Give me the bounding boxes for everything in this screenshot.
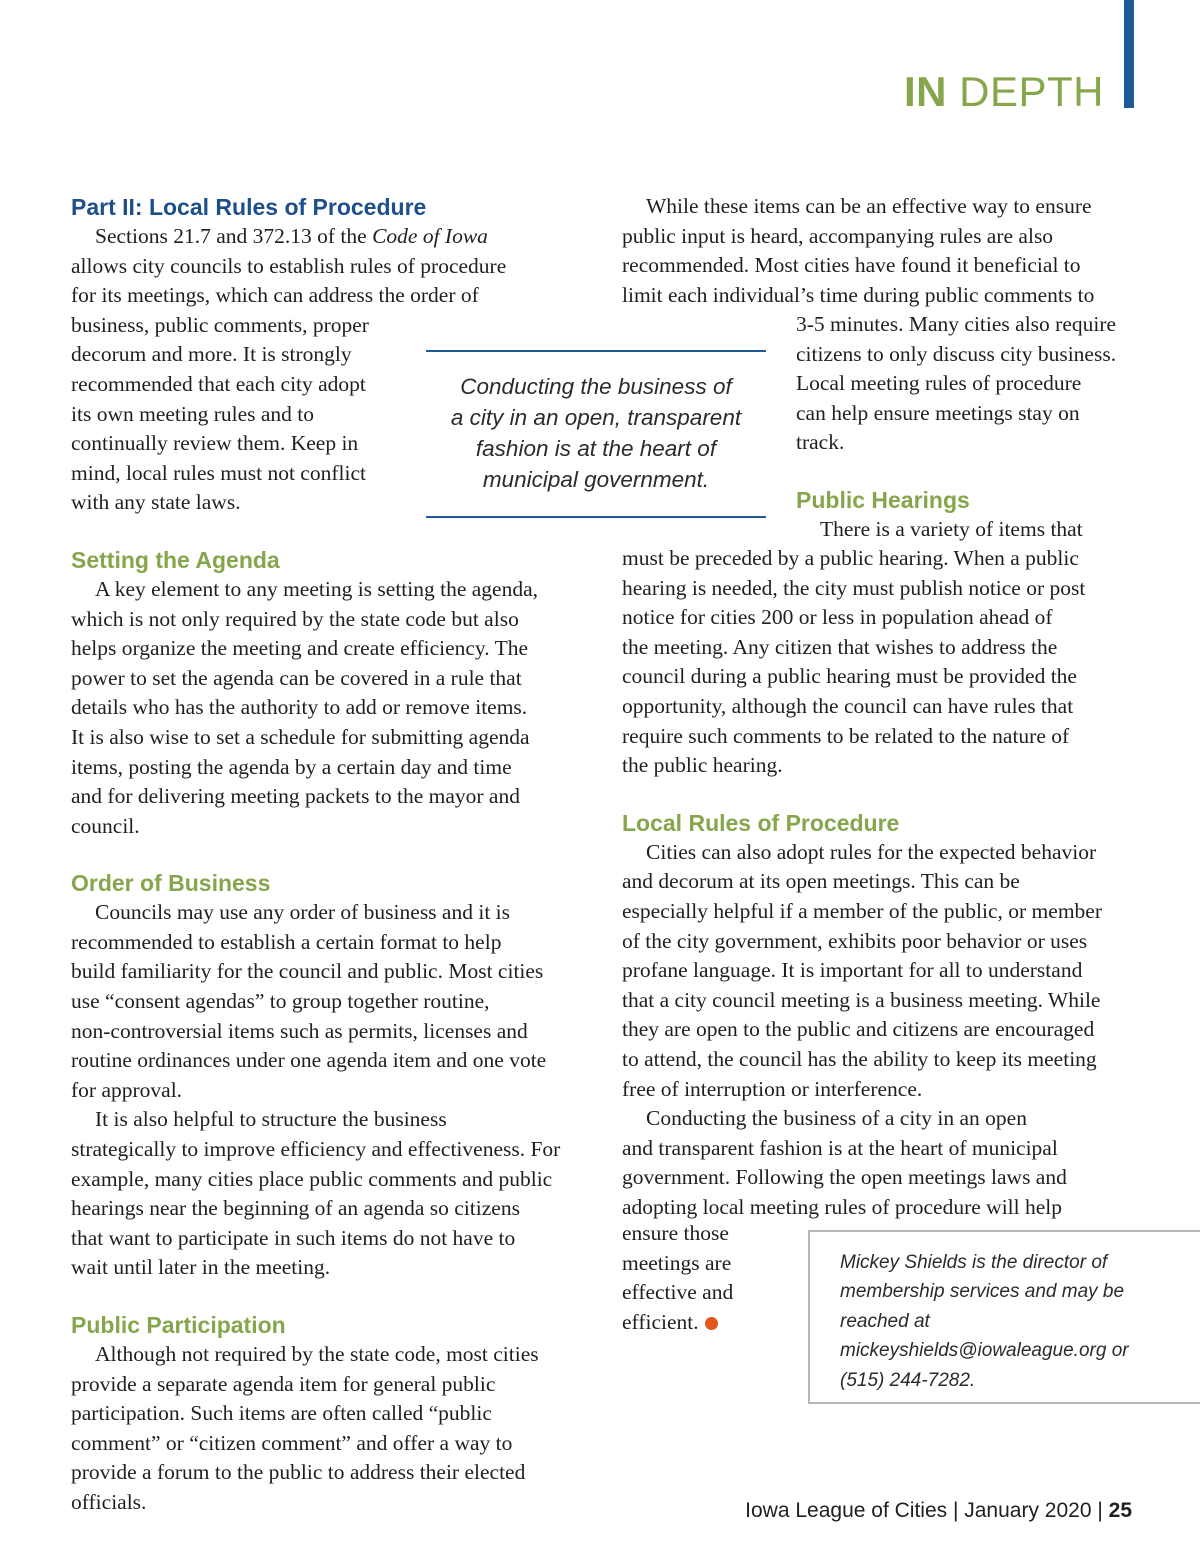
page-number: 25: [1108, 1499, 1132, 1522]
text-line: [622, 897, 1162, 927]
text-run: example, many cities place public comments and public: [71, 1166, 553, 1191]
paragraph: [622, 838, 1162, 1104]
text-run: Conducting the business of a city in an open: [646, 1106, 1027, 1131]
text-line: [71, 605, 591, 635]
text-line: [622, 838, 1162, 868]
section-heading: Order of Business: [71, 870, 271, 897]
text-run: wait until later in the meeting.: [71, 1255, 331, 1280]
text-line: [622, 1045, 1162, 1075]
text-line: [71, 1046, 591, 1076]
text-line: [622, 1308, 802, 1338]
text-line: [71, 898, 591, 928]
text-run: details who has the authority to add or remove items.: [71, 695, 528, 720]
text-run: to attend, the council has the ability to keep its meeting: [622, 1046, 1097, 1071]
text-line: [622, 692, 1162, 722]
text-run: government. Following the open meetings laws and: [622, 1165, 1067, 1190]
text-line: [71, 1194, 591, 1224]
text-run: effective and: [622, 1280, 734, 1305]
author-bio-box: [808, 1230, 1200, 1404]
text-line: [71, 1340, 591, 1370]
paragraph: [796, 310, 1156, 458]
text-run: continually review them. Keep in: [71, 431, 359, 456]
text-line: [622, 281, 1142, 311]
paragraph: [71, 1105, 591, 1283]
text-run: 3-5 minutes. Many cities also require: [796, 312, 1117, 336]
text-line: [622, 1163, 1162, 1193]
text-run: the public hearing.: [622, 753, 783, 778]
text-line: [71, 782, 591, 812]
text-run: strategically to improve efficiency and effectiveness. For: [71, 1137, 561, 1162]
text-line: [796, 310, 1156, 340]
author-phone: (515) 244-7282.: [840, 1369, 976, 1391]
text-run: Cities can also adopt rules for the expected behavior: [646, 839, 1097, 864]
text-run: council during a public hearing must be provided the: [622, 664, 1077, 689]
paragraph: [71, 1340, 591, 1518]
text-line: [622, 956, 1162, 986]
text-run: allows city councils to establish rules of procedure: [71, 253, 507, 278]
pull-quote-line: Conducting the business of: [460, 374, 732, 399]
text-run: that a city council meeting is a business meeting. While: [622, 987, 1101, 1012]
text-line: [71, 1458, 591, 1488]
text-run: with any state laws.: [71, 490, 241, 515]
paragraph: [622, 1104, 1162, 1222]
text-run: free of interruption or interference.: [622, 1076, 923, 1101]
text-run: recommended to establish a certain format to help: [71, 929, 502, 954]
text-run: items, posting the agenda by a certain day and time: [71, 754, 512, 779]
pull-quote: [426, 350, 766, 518]
text-line: [622, 867, 1162, 897]
text-run: comment” or “citizen comment” and offer a way to: [71, 1430, 513, 1455]
paragraph: [796, 515, 1156, 545]
pull-quote-line: fashion is at the heart of: [475, 436, 717, 461]
text-run: track.: [796, 430, 845, 455]
right-column-end: [622, 1219, 802, 1337]
text-run: recommended that each city adopt: [71, 371, 366, 396]
text-run: Local meeting rules of procedure: [796, 371, 1082, 396]
text-run: provide a forum to the public to address their elected: [71, 1460, 526, 1485]
section-rule-bar: [1124, 0, 1134, 108]
text-run: that want to participate in such items do not have to: [71, 1225, 516, 1250]
text-line: [71, 693, 591, 723]
section-heading: Setting the Agenda: [71, 546, 280, 573]
text-line: [622, 1219, 802, 1249]
text-run: for approval.: [71, 1077, 183, 1102]
text-line: [796, 515, 1156, 545]
text-line: [622, 751, 1162, 781]
text-run: While these items can be an effective way to ensure: [646, 194, 1092, 218]
text-run: provide a separate agenda item for general public: [71, 1371, 496, 1396]
text-line: [796, 399, 1156, 429]
text-line: [622, 1134, 1162, 1164]
text-line: [71, 1370, 591, 1400]
text-line: [71, 1017, 591, 1047]
text-line: [622, 986, 1162, 1016]
text-line: [71, 1165, 591, 1195]
text-line: [71, 1253, 591, 1283]
text-run: meetings are: [622, 1250, 732, 1275]
text-line: [622, 1278, 802, 1308]
text-run: can help ensure meetings stay on: [796, 400, 1080, 425]
footer-publication: Iowa League of Cities: [745, 1499, 948, 1522]
paragraph-gap: [796, 458, 1156, 485]
text-run: recommended. Most cities have found it beneficial to: [622, 253, 1081, 278]
text-line: [622, 662, 1162, 692]
paragraph-gap: [71, 841, 591, 868]
text-run: hearings near the beginning of an agenda so citizens: [71, 1196, 520, 1221]
text-line: [71, 575, 591, 605]
text-run: use “consent agendas” to group together routine,: [71, 989, 490, 1014]
text-run: Councils may use any order of business and it is: [95, 900, 511, 925]
text-run: the meeting. Any citizen that wishes to address the: [622, 634, 1058, 659]
text-run: of the city government, exhibits poor behavior or uses: [622, 928, 1088, 953]
footer-separator: |: [1091, 1499, 1109, 1522]
paragraph-gap: [71, 1283, 591, 1310]
text-run: public input is heard, accompanying rules are also: [622, 223, 1054, 248]
text-run: power to set the agenda can be covered in a rule that: [71, 665, 522, 690]
text-run: It is also wise to set a schedule for submitting agenda: [71, 724, 530, 749]
text-run: for its meetings, which can address the order of: [71, 283, 479, 308]
text-line: [796, 428, 1156, 458]
text-run: must be preceded by a public hearing. When a public: [622, 546, 1079, 570]
text-line: [622, 603, 1162, 633]
footer-issue: January 2020: [964, 1499, 1092, 1522]
right-column-main: [622, 544, 1162, 1222]
text-line: [71, 281, 591, 311]
text-run: participation. Such items are often called “public: [71, 1401, 492, 1426]
text-line: [71, 222, 591, 252]
text-line: [71, 723, 591, 753]
text-line: [71, 987, 591, 1017]
section-tag-bold: IN: [903, 68, 947, 115]
text-line: [622, 251, 1142, 281]
section-heading: Local Rules of Procedure: [622, 809, 900, 836]
text-run: and for delivering meeting packets to the mayor and: [71, 784, 520, 809]
text-line: [622, 222, 1142, 252]
paragraph: [71, 898, 591, 1105]
text-line: [71, 1105, 591, 1135]
text-run: and decorum at its open meetings. This can be: [622, 869, 1020, 894]
text-line: [71, 928, 591, 958]
text-run: citizens to only discuss city business.: [796, 341, 1117, 366]
author-bio-line: reached at: [840, 1310, 930, 1332]
text-run: It is also helpful to structure the business: [95, 1107, 447, 1132]
paragraph-gap: [622, 781, 1162, 808]
text-run: notice for cities 200 or less in population ahead of: [622, 605, 1053, 630]
publication-title: Code of Iowa: [372, 224, 488, 248]
text-line: [71, 1135, 591, 1165]
section-heading: Public Hearings: [796, 486, 970, 513]
text-run: its own meeting rules and to: [71, 401, 315, 426]
text-run: build familiarity for the council and public. Most cities: [71, 959, 544, 984]
text-line: [71, 311, 591, 341]
paragraph-gap: [71, 518, 591, 545]
end-of-article-dot: [705, 1317, 718, 1330]
text-run: which is not only required by the state code but also: [71, 606, 519, 631]
text-line: [796, 369, 1156, 399]
section-tag-light: DEPTH: [946, 68, 1104, 115]
text-line: [71, 957, 591, 987]
author-email-link[interactable]: mickeyshields@iowaleague.org or: [840, 1340, 1129, 1362]
text-run: efficient.: [622, 1309, 699, 1334]
text-line: [71, 664, 591, 694]
author-bio-line: membership services and may be: [840, 1281, 1125, 1303]
pull-quote-line: municipal government.: [482, 467, 710, 492]
text-line: [71, 634, 591, 664]
text-run: helps organize the meeting and create efficiency. The: [71, 636, 529, 661]
text-line: [796, 340, 1156, 370]
text-line: [622, 1015, 1162, 1045]
text-line: [71, 1224, 591, 1254]
text-line: [71, 1399, 591, 1429]
text-run: officials.: [71, 1489, 147, 1514]
text-run: Sections 21.7 and 372.13 of the: [95, 224, 373, 248]
section-heading: Part II: Local Rules of Procedure: [71, 194, 427, 220]
text-line: [71, 252, 591, 282]
text-run: A key element to any meeting is setting the agenda,: [95, 576, 539, 601]
text-line: [71, 753, 591, 783]
text-line: [622, 1104, 1162, 1134]
text-line: [622, 1075, 1162, 1105]
text-run: ensure those: [622, 1221, 729, 1245]
text-line: [622, 633, 1162, 663]
pull-quote-line: a city in an open, transparent: [450, 405, 742, 430]
text-run: non-controversial items such as permits, licenses and: [71, 1018, 528, 1043]
text-line: [622, 722, 1162, 752]
page-footer: [745, 1498, 1132, 1524]
text-run: especially helpful if a member of the public, or member: [622, 898, 1102, 923]
author-bio-line: Mickey Shields is the director of: [840, 1252, 1108, 1273]
text-line: [622, 544, 1162, 574]
text-line: [622, 574, 1162, 604]
text-line: [622, 1249, 802, 1279]
text-line: [71, 1429, 591, 1459]
paragraph: [622, 544, 1162, 781]
paragraph: [622, 192, 1142, 310]
text-line: [622, 192, 1142, 222]
text-line: [71, 812, 591, 842]
text-run: Although not required by the state code, most cities: [95, 1342, 539, 1366]
text-run: decorum and more. It is strongly: [71, 342, 352, 367]
text-run: There is a variety of items that: [820, 516, 1083, 541]
text-run: require such comments to be related to the nature of: [622, 723, 1070, 748]
paragraph: [622, 1219, 802, 1337]
text-run: they are open to the public and citizens are encouraged: [622, 1017, 1095, 1042]
text-run: routine ordinances under one agenda item and one vote: [71, 1048, 547, 1073]
text-run: mind, local rules must not conflict: [71, 460, 366, 485]
footer-separator: |: [947, 1499, 965, 1522]
right-column-narrow: [796, 310, 1156, 545]
text-line: [622, 927, 1162, 957]
text-run: adopting local meeting rules of procedure will help: [622, 1194, 1063, 1219]
paragraph: [71, 575, 591, 841]
text-line: [71, 1488, 591, 1518]
text-run: council.: [71, 813, 140, 838]
text-run: and transparent fashion is at the heart of municipal: [622, 1135, 1058, 1160]
text-run: business, public comments, proper: [71, 312, 369, 337]
text-run: profane language. It is important for all to understand: [622, 958, 1083, 983]
right-column-top: [622, 192, 1142, 310]
text-run: limit each individual’s time during public comments to: [622, 282, 1095, 307]
text-run: hearing is needed, the city must publish notice or post: [622, 575, 1086, 600]
section-tag: [904, 68, 1104, 116]
text-line: [71, 1076, 591, 1106]
section-heading: Public Participation: [71, 1312, 286, 1338]
text-run: opportunity, although the council can have rules that: [622, 693, 1074, 718]
